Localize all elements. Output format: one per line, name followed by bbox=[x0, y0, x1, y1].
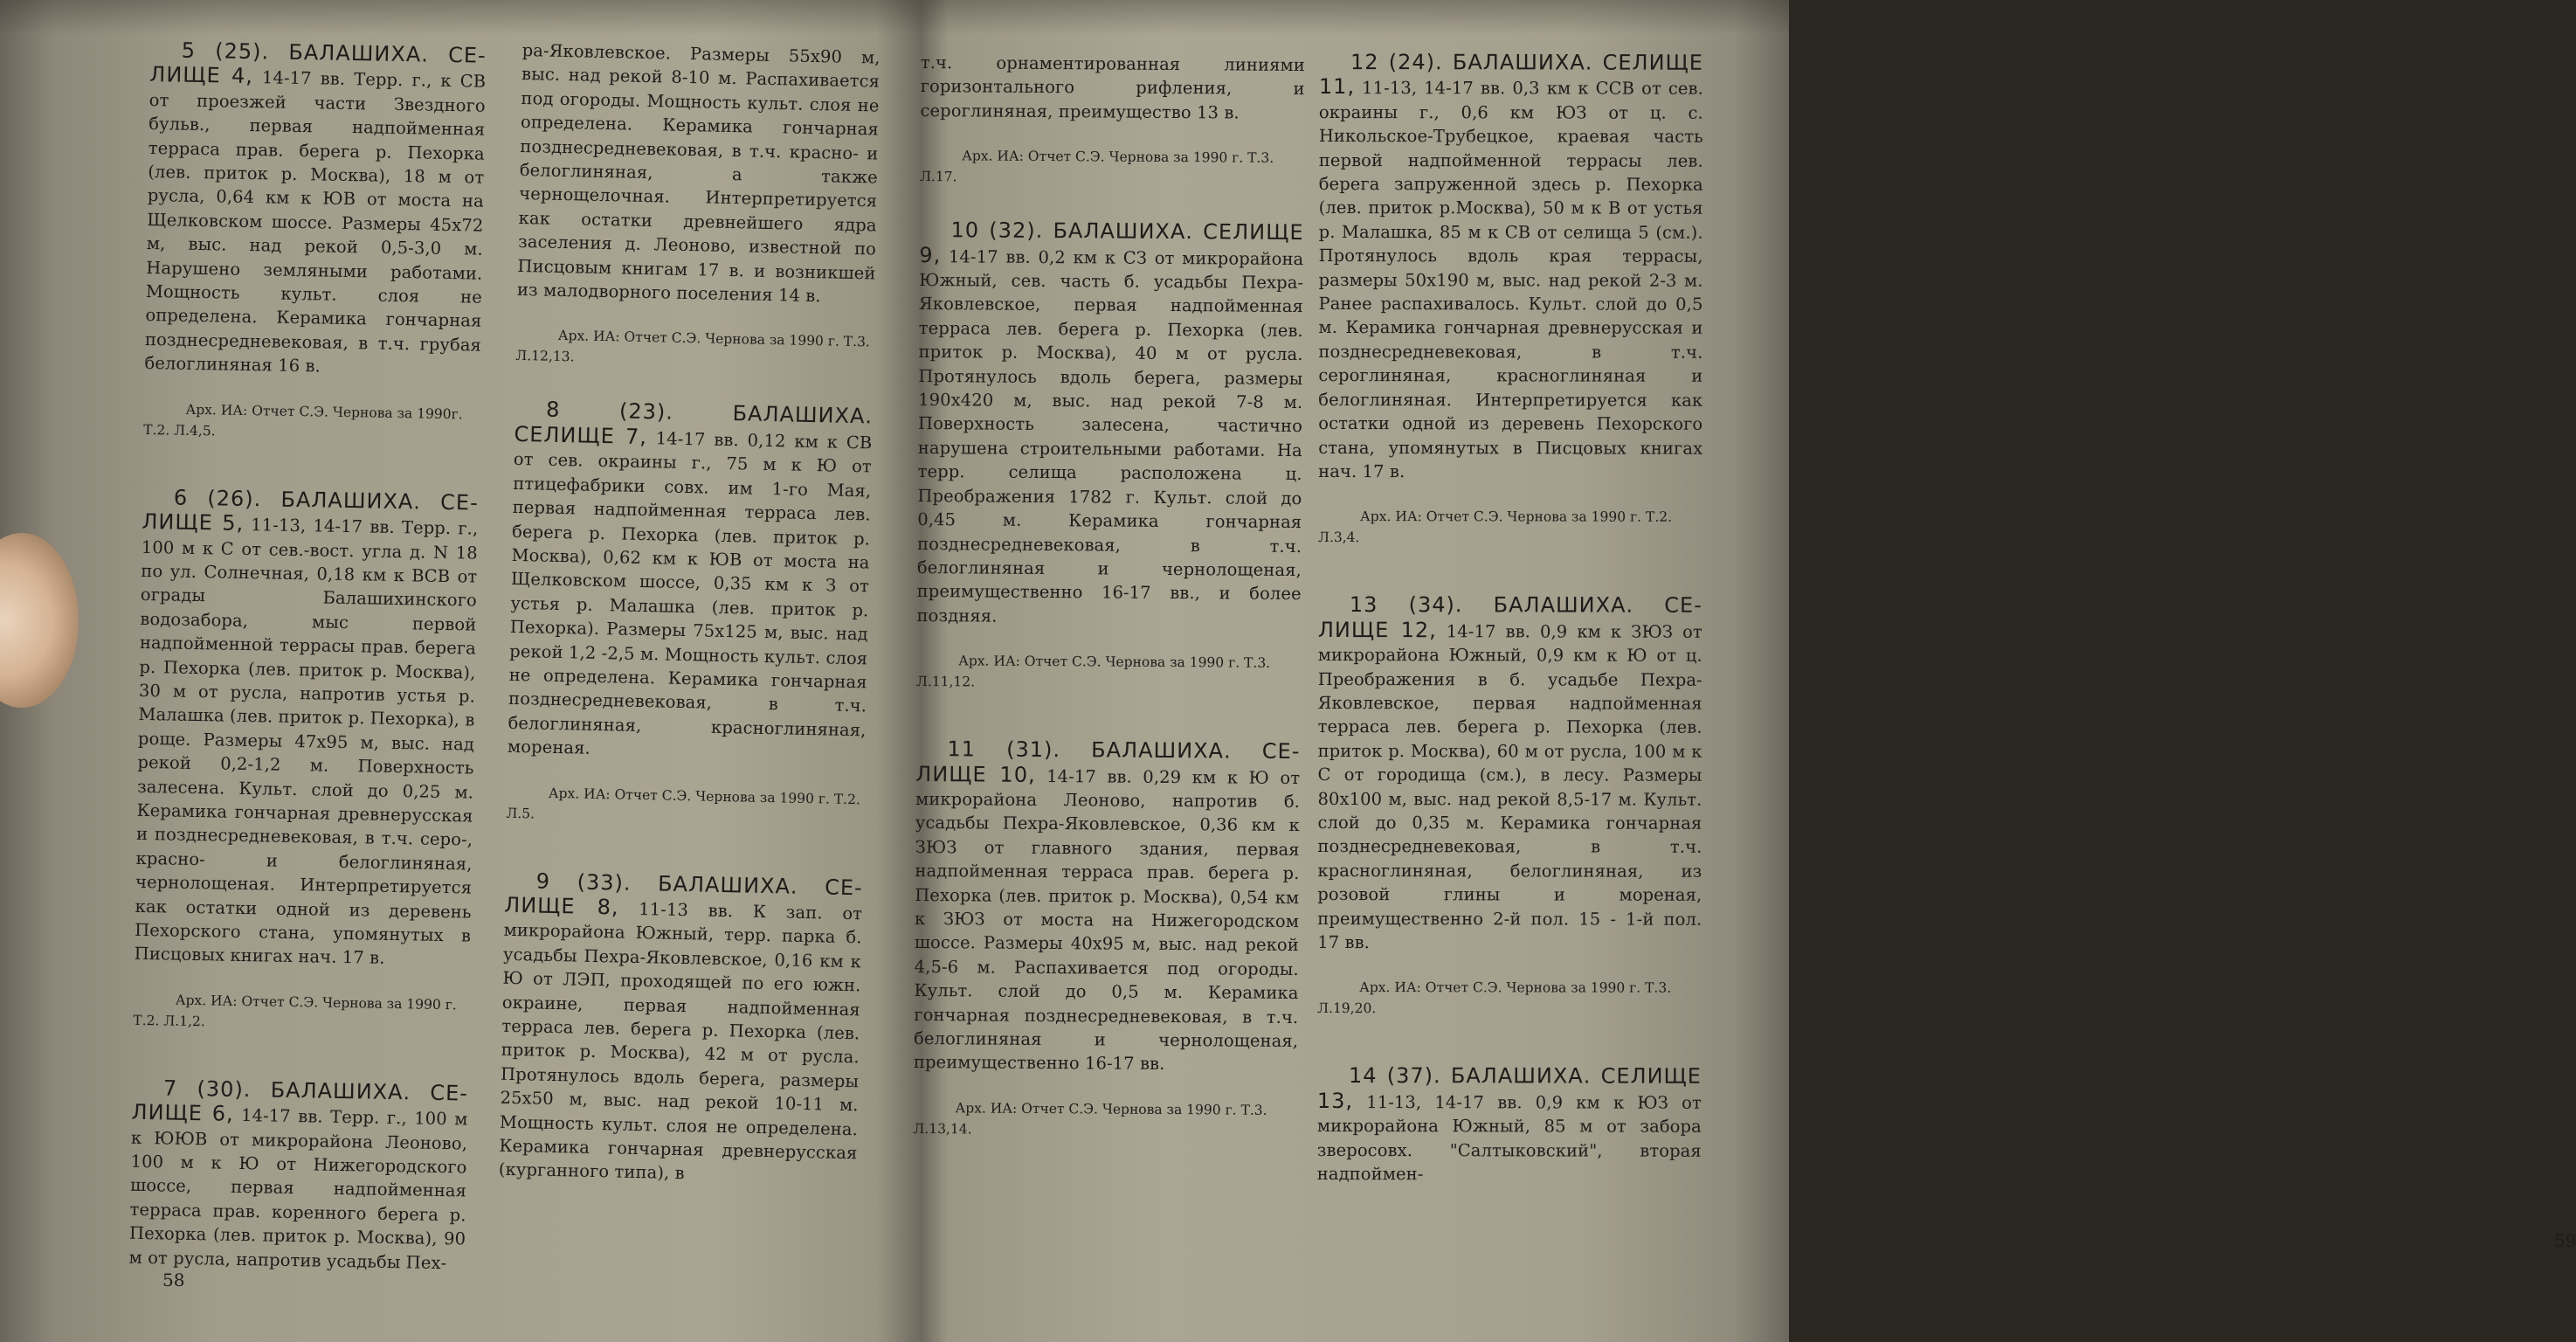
entry-heading: 12 (24). БАЛАШИХА. СЕЛИЩЕ 11, bbox=[1318, 50, 1704, 100]
entry-heading: 6 (26). БАЛАШИХА. СЕ-ЛИЩЕ 5, bbox=[142, 485, 480, 536]
archive-reference: Арх. ИА: Отчет С.Э. Чернова за 1990 г. Т.3. Л.13,14. bbox=[913, 1100, 1267, 1138]
entry-body bbox=[134, 486, 479, 972]
entry-heading: 9 (33). БАЛАШИХА. СЕ-ЛИЩЕ 8, bbox=[503, 868, 864, 920]
entry-13 bbox=[1317, 593, 1702, 1020]
entry-body bbox=[1317, 1064, 1702, 1186]
entry-text: 14-17 вв. Терр. г., 100 м к ЮЮВ от микрорайона Леоново, 100 м к Ю от Нижегородского шоссе, первая надпойменная терраса прав. коренного берега р. Пехорка (лев. приток р. Москва), 90 м от русла, напротив усадьбы Пех- bbox=[128, 1105, 468, 1273]
left-column-1 bbox=[128, 38, 487, 1321]
entry-body bbox=[1317, 593, 1702, 955]
page-number-right: 59 bbox=[2554, 1230, 2576, 1251]
entry-text: 14-17 вв. 0,9 км к ЗЮЗ от микрорайона Южный, 0,9 км к Ю от ц. Преображения в б. усадьбе Пехра-Яковлевское, первая надпойменная терраса лев. берега р. Пехорка (лев. приток р. Москва), 60 м от русла, 100 м к С от городища (см.), в лесу. Размеры 80х100 м, выс. над рекой 8,5-17 м. Культ. слой до 0,35 м. Керамика гончарная позднесредневековая, в т.ч. красноглиняная, белоглиняная, из розовой глины и мореная, преимущественно 2-й пол. 15 - 1-й пол. 17 вв. bbox=[1317, 620, 1702, 953]
entry-9 bbox=[499, 868, 863, 1189]
entry-body bbox=[916, 218, 1303, 630]
entry-7 bbox=[128, 1076, 468, 1276]
entry-6 bbox=[133, 486, 479, 1037]
entry-5 bbox=[143, 38, 487, 446]
entry-body bbox=[508, 398, 874, 766]
entry-body bbox=[517, 38, 881, 309]
entry-body bbox=[499, 868, 863, 1189]
entry-text: 11-13 вв. К зап. от микрорайона Южный, терр. парка б. усадьбы Пехра-Яковлевское, 0,16 км к Ю от ЛЭП, проходящей по его южн. окраине, первая надпойменная терраса лев. берега р. Пехорка (лев. приток р. Москва), 42 м от русла. Протянулось вдоль берега, размеры 25х50 м, выс. над рекой 10-11 м. Мощность культ. слоя не определена. Керамика гончарная древнерусская (курганного типа), в bbox=[498, 898, 863, 1184]
right-column-2 bbox=[1317, 51, 1703, 1232]
entry-heading: 13 (34). БАЛАШИХА. СЕ-ЛИЩЕ 12, bbox=[1317, 592, 1702, 642]
entry-text: 14-17 вв. 0,29 км к Ю от микрорайона Леоново, напротив б. усадьбы Пехра-Яковлевское, 0,36 км к ЗЮЗ от главного здания, первая надпойменная терраса прав. берега р. Пехорка (лев. приток р. Москва), 0,54 км к ЗЮЗ от моста на Нижегородском шоссе. Размеры 40х95 м, выс. над рекой 4,5-6 м. Распахивается под огороды. Культ. слой до 0,5 м. Керамика гончарная позднесредневековая, в т.ч. белоглиняная и чернолощеная, преимущественно 16-17 вв. bbox=[913, 765, 1301, 1075]
entry-10 bbox=[916, 218, 1304, 695]
archive-reference: Арх. ИА: Отчет С.Э. Чернова за 1990 г. Т.2. Л.1,2. bbox=[133, 992, 457, 1030]
right-page bbox=[908, 0, 2576, 1342]
entry-heading: 8 (23). БАЛАШИХА. СЕЛИЩЕ 7, bbox=[514, 398, 874, 449]
entry-body bbox=[920, 51, 1305, 125]
entry-body bbox=[128, 1076, 468, 1276]
entry-text: 11-13, 14-17 вв. Терр. г., 100 м к С от сев.-вост. угла д. N 18 по ул. Солнечная, 0,18 км к ВСВ от ограды Балашихинского водозабора, мыс первой надпойменной террасы прав. берега р. Пехорка (лев. приток р. Москва), 30 м от русла, напротив устья р. Малашка (лев. приток р. Пехорка), в роще. Размеры 47х95 м, выс. над рекой 0,2-1,2 м. Поверхность залесена. Культ. слой до 0,25 м. Керамика гончарная древнерусская и позднесредневековая, в т.ч. серо-, красно- и белоглиняная, чернолощеная. Интерпретируется как остатки одной из деревень Пехорского стана, упомянутых в Писцовых книгах нач. 17 в. bbox=[134, 515, 479, 969]
entry-heading: 7 (30). БАЛАШИХА. СЕ-ЛИЩЕ 6, bbox=[131, 1076, 469, 1127]
archive-reference: Арх. ИА: Отчет С.Э. Чернова за 1990 г. Т.2. Л.3,4. bbox=[1318, 508, 1673, 546]
right-column-1 bbox=[913, 51, 1305, 1187]
entry-heading: 10 (32). БАЛАШИХА. СЕЛИЩЕ 9, bbox=[919, 218, 1304, 267]
entry-text: 14-17 вв. 0,2 км к СЗ от микрорайона Южный, сев. часть б. усадьбы Пехра-Яковлевское, первая надпойменная терраса лев. берега р. Пехорка (лев. приток р. Москва), 40 м от русла. Протянулось вдоль берега, размеры 190х420 м, выс. над рекой 7-8 м. Поверхность залесена, частично нарушена строительными работами. На терр. селища расположена ц. Преображения 1782 г. Культ. слой до 0,45 м. Керамика гончарная позднесредневековая, в т.ч. белоглиняная и чернолощеная, преимущественно 16-17 вв., и более поздняя. bbox=[916, 246, 1304, 626]
entry-text: 14-17 вв. Терр. г., к СВ от проезжей части Звездного бульв., первая надпойменная терраса прав. берега р. Пехорка (лев. приток р. Москва), 18 м от русла, 0,64 км к ЮВ от моста на Щелковском шоссе. Размеры 45х72 м, выс. над рекой 0,5-3,0 м. Нарушено земляными работами. Мощность культ. слоя не определена. Керамика гончарная позднесредневековая, в т.ч. грубая белоглиняная 16 в. bbox=[144, 67, 487, 377]
page-number-left: 58 bbox=[162, 1269, 185, 1290]
entry-text: т.ч. орнаментированная линиями горизонтального рифления, и сероглиняная, преимущество 13 в. bbox=[920, 52, 1305, 123]
entry-body bbox=[1318, 51, 1703, 484]
archive-reference: Арх. ИА: Отчет С.Э. Чернова за 1990 г. Т.3. Л.12,13. bbox=[515, 328, 871, 365]
entry-12 bbox=[1318, 51, 1703, 549]
entry-11 bbox=[913, 737, 1300, 1142]
archive-reference: Арх. ИА: Отчет С.Э. Чернова за 1990 г. Т.3. Л.17. bbox=[919, 148, 1274, 185]
entry-text: 14-17 вв. 0,12 км к СВ от сев. окраины г., 75 м к Ю от птицефабрики совх. им 1-го Мая, первая надпойменная терраса лев. берега р. Пехорка (лев. приток р. Москва), 0,62 км к ЮВ от моста на Щелковском шоссе, 0,35 км к З от устья р. Малашка (лев. приток р. Пехорка). Размеры 75х125 м, выс. над рекой 1,2 -2,5 м. Мощность культ. слоя не определена. Керамика гончарная позднесредневековая, в т.ч. белоглиняная, красноглиняная, мореная. bbox=[507, 428, 873, 758]
archive-reference: Арх. ИА: Отчет С.Э. Чернова за 1990 г. Т.3. Л.11,12. bbox=[915, 653, 1271, 690]
entry-text: 11-13, 14-17 вв. 0,9 км к ЮЗ от микрорайона Южный, 85 м от забора зверосовх. "Салтыковский", вторая надпоймен- bbox=[1316, 1091, 1702, 1185]
entry-14 bbox=[1317, 1064, 1702, 1186]
left-column-2 bbox=[498, 38, 881, 1235]
entry-9-continued bbox=[920, 51, 1305, 190]
entry-heading: 11 (31). БАЛАШИХА. СЕ-ЛИЩЕ 10, bbox=[915, 737, 1301, 787]
entry-body bbox=[914, 737, 1301, 1077]
entry-text: 11-13, 14-17 вв. 0,3 км к ССВ от сев. окраины г., 0,6 км ЮЗ от ц. с. Никольское-Трубецкое, краевая часть первой надпойменной террасы лев. берега запруженной здесь р. Пехорка (лев. приток р.Москва), 50 м к В от устья р. Малашка, 85 м к СВ от селища 5 (см.). Протянулось вдоль края террасы, размеры 50х190 м, выс. над рекой 2-3 м. Ранее распахивалось. Культ. слой до 0,5 м. Керамика гончарная древнерусская и позднесредневековая, в т.ч. сероглиняная, красноглиняная и белоглиняная. Интерпретируется как остатки одной из деревень Пехорского стана, упомянутых в Писцовых книгах нач. 17 в. bbox=[1318, 78, 1703, 482]
entry-text: ра-Яковлевское. Размеры 55х90 м, выс. над рекой 8-10 м. Распахивается под огороды. Мощность культ. слоя не определена. Керамика гончарная позднесредневековая, в т.ч. красно- и белоглиняная, а также чернощелочная. Интерпретируется как остатки древнейшего ядра заселения д. Леоново, известной по Писцовым книгам 17 в. и возникшей из малодворного поселения 14 в. bbox=[516, 39, 881, 307]
entry-body bbox=[144, 38, 487, 381]
entry-8 bbox=[506, 398, 873, 831]
archive-reference: Арх. ИА: Отчет С.Э. Чернова за 1990г. Т.2. Л.4,5. bbox=[143, 401, 463, 439]
archive-reference: Арх. ИА: Отчет С.Э. Чернова за 1990 г. Т.2. Л.5. bbox=[506, 785, 861, 822]
left-page bbox=[0, 0, 908, 1342]
entry-heading: 5 (25). БАЛАШИХА. СЕ-ЛИЩЕ 4, bbox=[149, 38, 487, 89]
entry-7-continued bbox=[515, 38, 881, 374]
archive-reference: Арх. ИА: Отчет С.Э. Чернова за 1990 г. Т.3. Л.19,20. bbox=[1317, 979, 1672, 1017]
entry-heading: 14 (37). БАЛАШИХА. СЕЛИЩЕ 13, bbox=[1316, 1063, 1702, 1113]
